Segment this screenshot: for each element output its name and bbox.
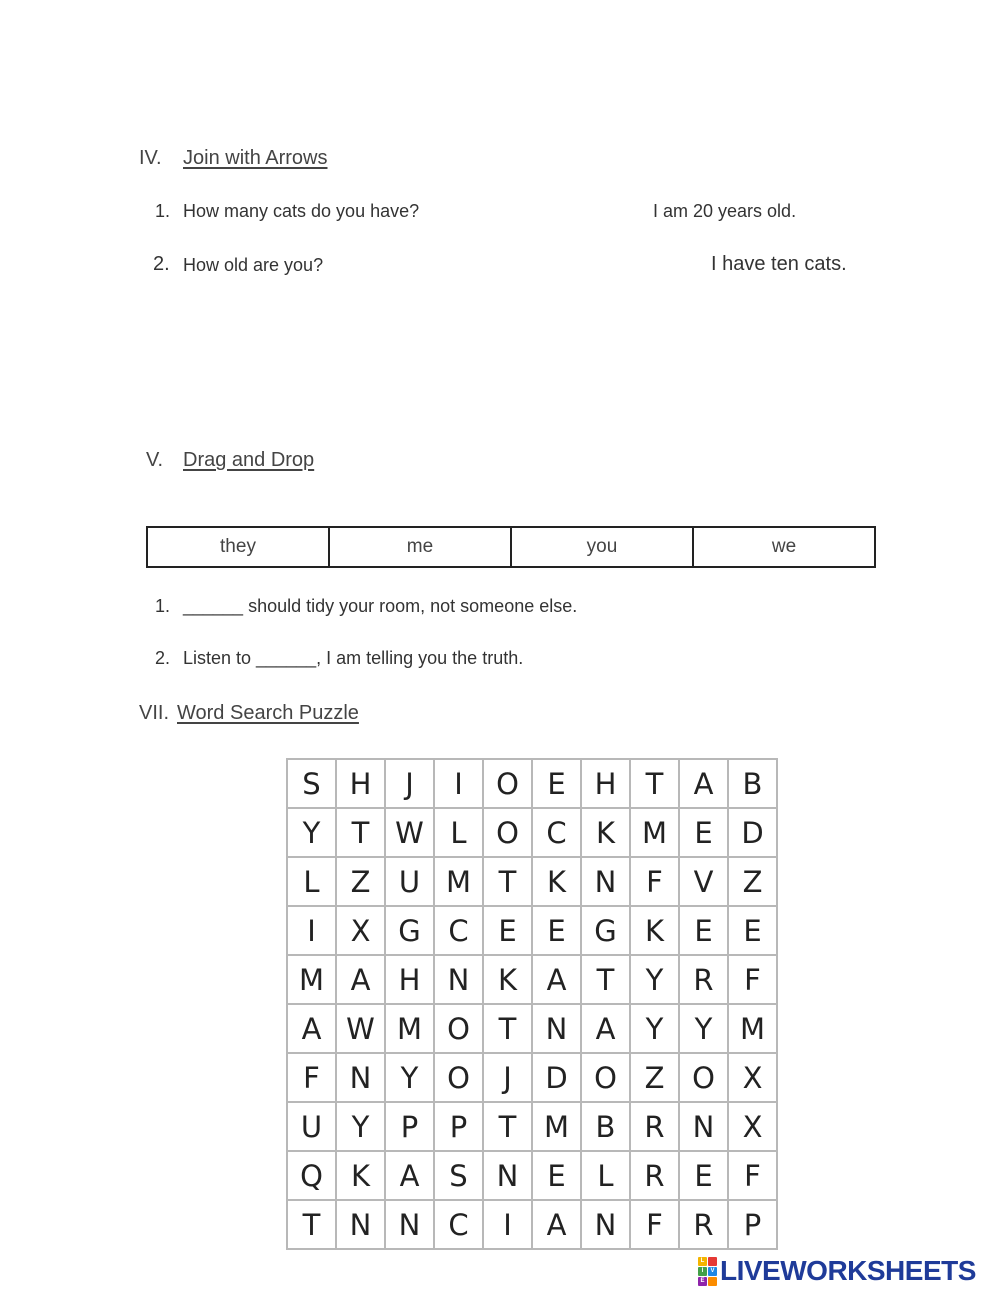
puzzle-cell[interactable]: H <box>336 759 385 808</box>
section-5-number: V. <box>146 449 164 471</box>
puzzle-cell[interactable]: N <box>581 857 630 906</box>
logo-block: E <box>698 1277 707 1286</box>
puzzle-row <box>287 1200 777 1249</box>
puzzle-cell[interactable]: O <box>483 808 532 857</box>
logo-blocks-icon <box>698 1257 717 1286</box>
puzzle-cell[interactable]: D <box>728 808 777 857</box>
question-2-text: How old are you? <box>183 255 324 275</box>
puzzle-cell[interactable]: G <box>581 906 630 955</box>
puzzle-cell[interactable]: T <box>483 857 532 906</box>
puzzle-cell[interactable]: F <box>630 857 679 906</box>
puzzle-cell[interactable]: I <box>483 1200 532 1249</box>
word-bank-item[interactable]: we <box>693 527 875 567</box>
puzzle-cell[interactable]: G <box>385 906 434 955</box>
puzzle-cell[interactable]: N <box>581 1200 630 1249</box>
puzzle-cell[interactable]: O <box>434 1004 483 1053</box>
puzzle-cell[interactable]: C <box>532 808 581 857</box>
puzzle-cell[interactable]: O <box>434 1053 483 1102</box>
puzzle-row <box>287 955 777 1004</box>
puzzle-cell[interactable]: T <box>287 1200 336 1249</box>
puzzle-cell[interactable]: M <box>532 1102 581 1151</box>
puzzle-cell[interactable]: E <box>679 808 728 857</box>
logo-block: L <box>698 1257 707 1266</box>
puzzle-cell[interactable]: T <box>630 759 679 808</box>
puzzle-cell[interactable]: K <box>532 857 581 906</box>
puzzle-cell[interactable]: Y <box>336 1102 385 1151</box>
puzzle-row <box>287 808 777 857</box>
puzzle-cell[interactable]: J <box>385 759 434 808</box>
puzzle-cell[interactable]: B <box>581 1102 630 1151</box>
puzzle-cell[interactable]: M <box>434 857 483 906</box>
word-bank <box>146 526 876 568</box>
puzzle-cell[interactable]: P <box>728 1200 777 1249</box>
section-7-number: VII. <box>139 702 170 724</box>
puzzle-cell[interactable]: A <box>532 1200 581 1249</box>
sentence-2-text[interactable]: Listen to ______, I am telling you the truth. <box>183 648 524 668</box>
puzzle-cell[interactable]: C <box>434 906 483 955</box>
puzzle-cell[interactable]: J <box>483 1053 532 1102</box>
answer-1-text[interactable]: I am 20 years old. <box>653 201 797 221</box>
puzzle-cell[interactable]: K <box>336 1151 385 1200</box>
puzzle-cell[interactable]: I <box>287 906 336 955</box>
puzzle-cell[interactable]: H <box>385 955 434 1004</box>
puzzle-cell[interactable]: A <box>679 759 728 808</box>
puzzle-cell[interactable]: S <box>434 1151 483 1200</box>
puzzle-cell[interactable]: R <box>630 1102 679 1151</box>
section-4-title: Join with Arrows <box>183 147 328 169</box>
puzzle-cell[interactable]: A <box>532 955 581 1004</box>
puzzle-cell[interactable]: L <box>581 1151 630 1200</box>
puzzle-cell[interactable]: N <box>483 1151 532 1200</box>
puzzle-cell[interactable]: X <box>728 1053 777 1102</box>
puzzle-cell[interactable]: P <box>434 1102 483 1151</box>
puzzle-cell[interactable]: T <box>336 808 385 857</box>
puzzle-cell[interactable]: Y <box>385 1053 434 1102</box>
puzzle-cell[interactable]: V <box>679 857 728 906</box>
puzzle-cell[interactable]: T <box>483 1102 532 1151</box>
puzzle-cell[interactable]: L <box>287 857 336 906</box>
word-bank-item[interactable]: you <box>511 527 693 567</box>
puzzle-cell[interactable]: W <box>385 808 434 857</box>
puzzle-row <box>287 1151 777 1200</box>
puzzle-cell[interactable]: M <box>630 808 679 857</box>
answer-2-text[interactable]: I have ten cats. <box>711 253 847 275</box>
word-bank-item[interactable]: me <box>329 527 511 567</box>
puzzle-cell[interactable]: N <box>336 1053 385 1102</box>
logo-block: I <box>698 1267 707 1276</box>
word-bank-item[interactable]: they <box>147 527 329 567</box>
puzzle-cell[interactable]: Z <box>336 857 385 906</box>
puzzle-cell[interactable]: P <box>385 1102 434 1151</box>
puzzle-cell[interactable]: K <box>483 955 532 1004</box>
puzzle-cell[interactable]: E <box>532 1151 581 1200</box>
puzzle-cell[interactable]: M <box>728 1004 777 1053</box>
liveworksheets-logo <box>698 1255 976 1287</box>
puzzle-cell[interactable]: N <box>434 955 483 1004</box>
puzzle-row <box>287 906 777 955</box>
logo-block <box>708 1277 717 1286</box>
puzzle-cell[interactable]: Y <box>287 808 336 857</box>
puzzle-cell[interactable]: I <box>434 759 483 808</box>
puzzle-cell[interactable]: X <box>336 906 385 955</box>
puzzle-cell[interactable]: E <box>679 906 728 955</box>
puzzle-cell[interactable]: E <box>728 906 777 955</box>
section-5-title: Drag and Drop <box>183 449 315 471</box>
puzzle-cell[interactable]: L <box>434 808 483 857</box>
puzzle-cell[interactable]: N <box>385 1200 434 1249</box>
puzzle-cell[interactable]: K <box>630 906 679 955</box>
puzzle-cell[interactable]: N <box>679 1102 728 1151</box>
puzzle-cell[interactable]: A <box>385 1151 434 1200</box>
puzzle-cell[interactable]: A <box>581 1004 630 1053</box>
puzzle-cell[interactable]: S <box>287 759 336 808</box>
logo-block <box>708 1257 717 1266</box>
puzzle-row <box>287 1053 777 1102</box>
puzzle-cell[interactable]: Q <box>287 1151 336 1200</box>
puzzle-cell[interactable]: M <box>287 955 336 1004</box>
question-2-number: 2. <box>153 253 170 275</box>
puzzle-cell[interactable]: O <box>679 1053 728 1102</box>
puzzle-cell[interactable]: A <box>287 1004 336 1053</box>
puzzle-cell[interactable]: A <box>336 955 385 1004</box>
section-7-title: Word Search Puzzle <box>177 702 359 724</box>
puzzle-row <box>287 759 777 808</box>
sentence-1-number: 1. <box>155 596 171 616</box>
puzzle-cell[interactable]: Z <box>630 1053 679 1102</box>
puzzle-cell[interactable]: D <box>532 1053 581 1102</box>
puzzle-cell[interactable]: H <box>581 759 630 808</box>
puzzle-cell[interactable]: F <box>728 1151 777 1200</box>
puzzle-cell[interactable]: E <box>532 906 581 955</box>
puzzle-cell[interactable]: F <box>630 1200 679 1249</box>
puzzle-cell[interactable]: O <box>581 1053 630 1102</box>
puzzle-cell[interactable]: R <box>630 1151 679 1200</box>
puzzle-cell[interactable]: T <box>581 955 630 1004</box>
logo-text: LIVEWORKSHEETS <box>720 1255 976 1286</box>
puzzle-cell[interactable]: F <box>287 1053 336 1102</box>
puzzle-row <box>287 857 777 906</box>
puzzle-cell[interactable]: U <box>287 1102 336 1151</box>
section-4-number: IV. <box>139 147 162 169</box>
puzzle-cell[interactable]: Y <box>630 1004 679 1053</box>
puzzle-cell[interactable]: E <box>679 1151 728 1200</box>
puzzle-cell[interactable]: T <box>483 1004 532 1053</box>
puzzle-cell[interactable]: Y <box>630 955 679 1004</box>
puzzle-cell[interactable]: W <box>336 1004 385 1053</box>
question-1-number: 1. <box>155 201 171 221</box>
puzzle-cell[interactable]: M <box>385 1004 434 1053</box>
puzzle-cell[interactable]: O <box>483 759 532 808</box>
puzzle-cell[interactable]: K <box>581 808 630 857</box>
puzzle-cell[interactable]: X <box>728 1102 777 1151</box>
logo-block: V <box>708 1267 717 1276</box>
puzzle-cell[interactable]: C <box>434 1200 483 1249</box>
puzzle-row <box>287 1004 777 1053</box>
puzzle-row <box>287 1102 777 1151</box>
puzzle-cell[interactable]: U <box>385 857 434 906</box>
puzzle-cell[interactable]: Y <box>679 1004 728 1053</box>
word-search-grid[interactable] <box>286 758 778 1250</box>
puzzle-cell[interactable]: B <box>728 759 777 808</box>
puzzle-cell[interactable]: R <box>679 1200 728 1249</box>
sentence-1-text[interactable]: ______ should tidy your room, not someone else. <box>183 596 578 616</box>
puzzle-cell[interactable]: E <box>532 759 581 808</box>
puzzle-cell[interactable]: Z <box>728 857 777 906</box>
puzzle-cell[interactable]: N <box>532 1004 581 1053</box>
question-1-text: How many cats do you have? <box>183 201 420 221</box>
puzzle-cell[interactable]: E <box>483 906 532 955</box>
puzzle-cell[interactable]: F <box>728 955 777 1004</box>
puzzle-cell[interactable]: N <box>336 1200 385 1249</box>
puzzle-cell[interactable]: R <box>679 955 728 1004</box>
sentence-2-number: 2. <box>155 648 171 668</box>
